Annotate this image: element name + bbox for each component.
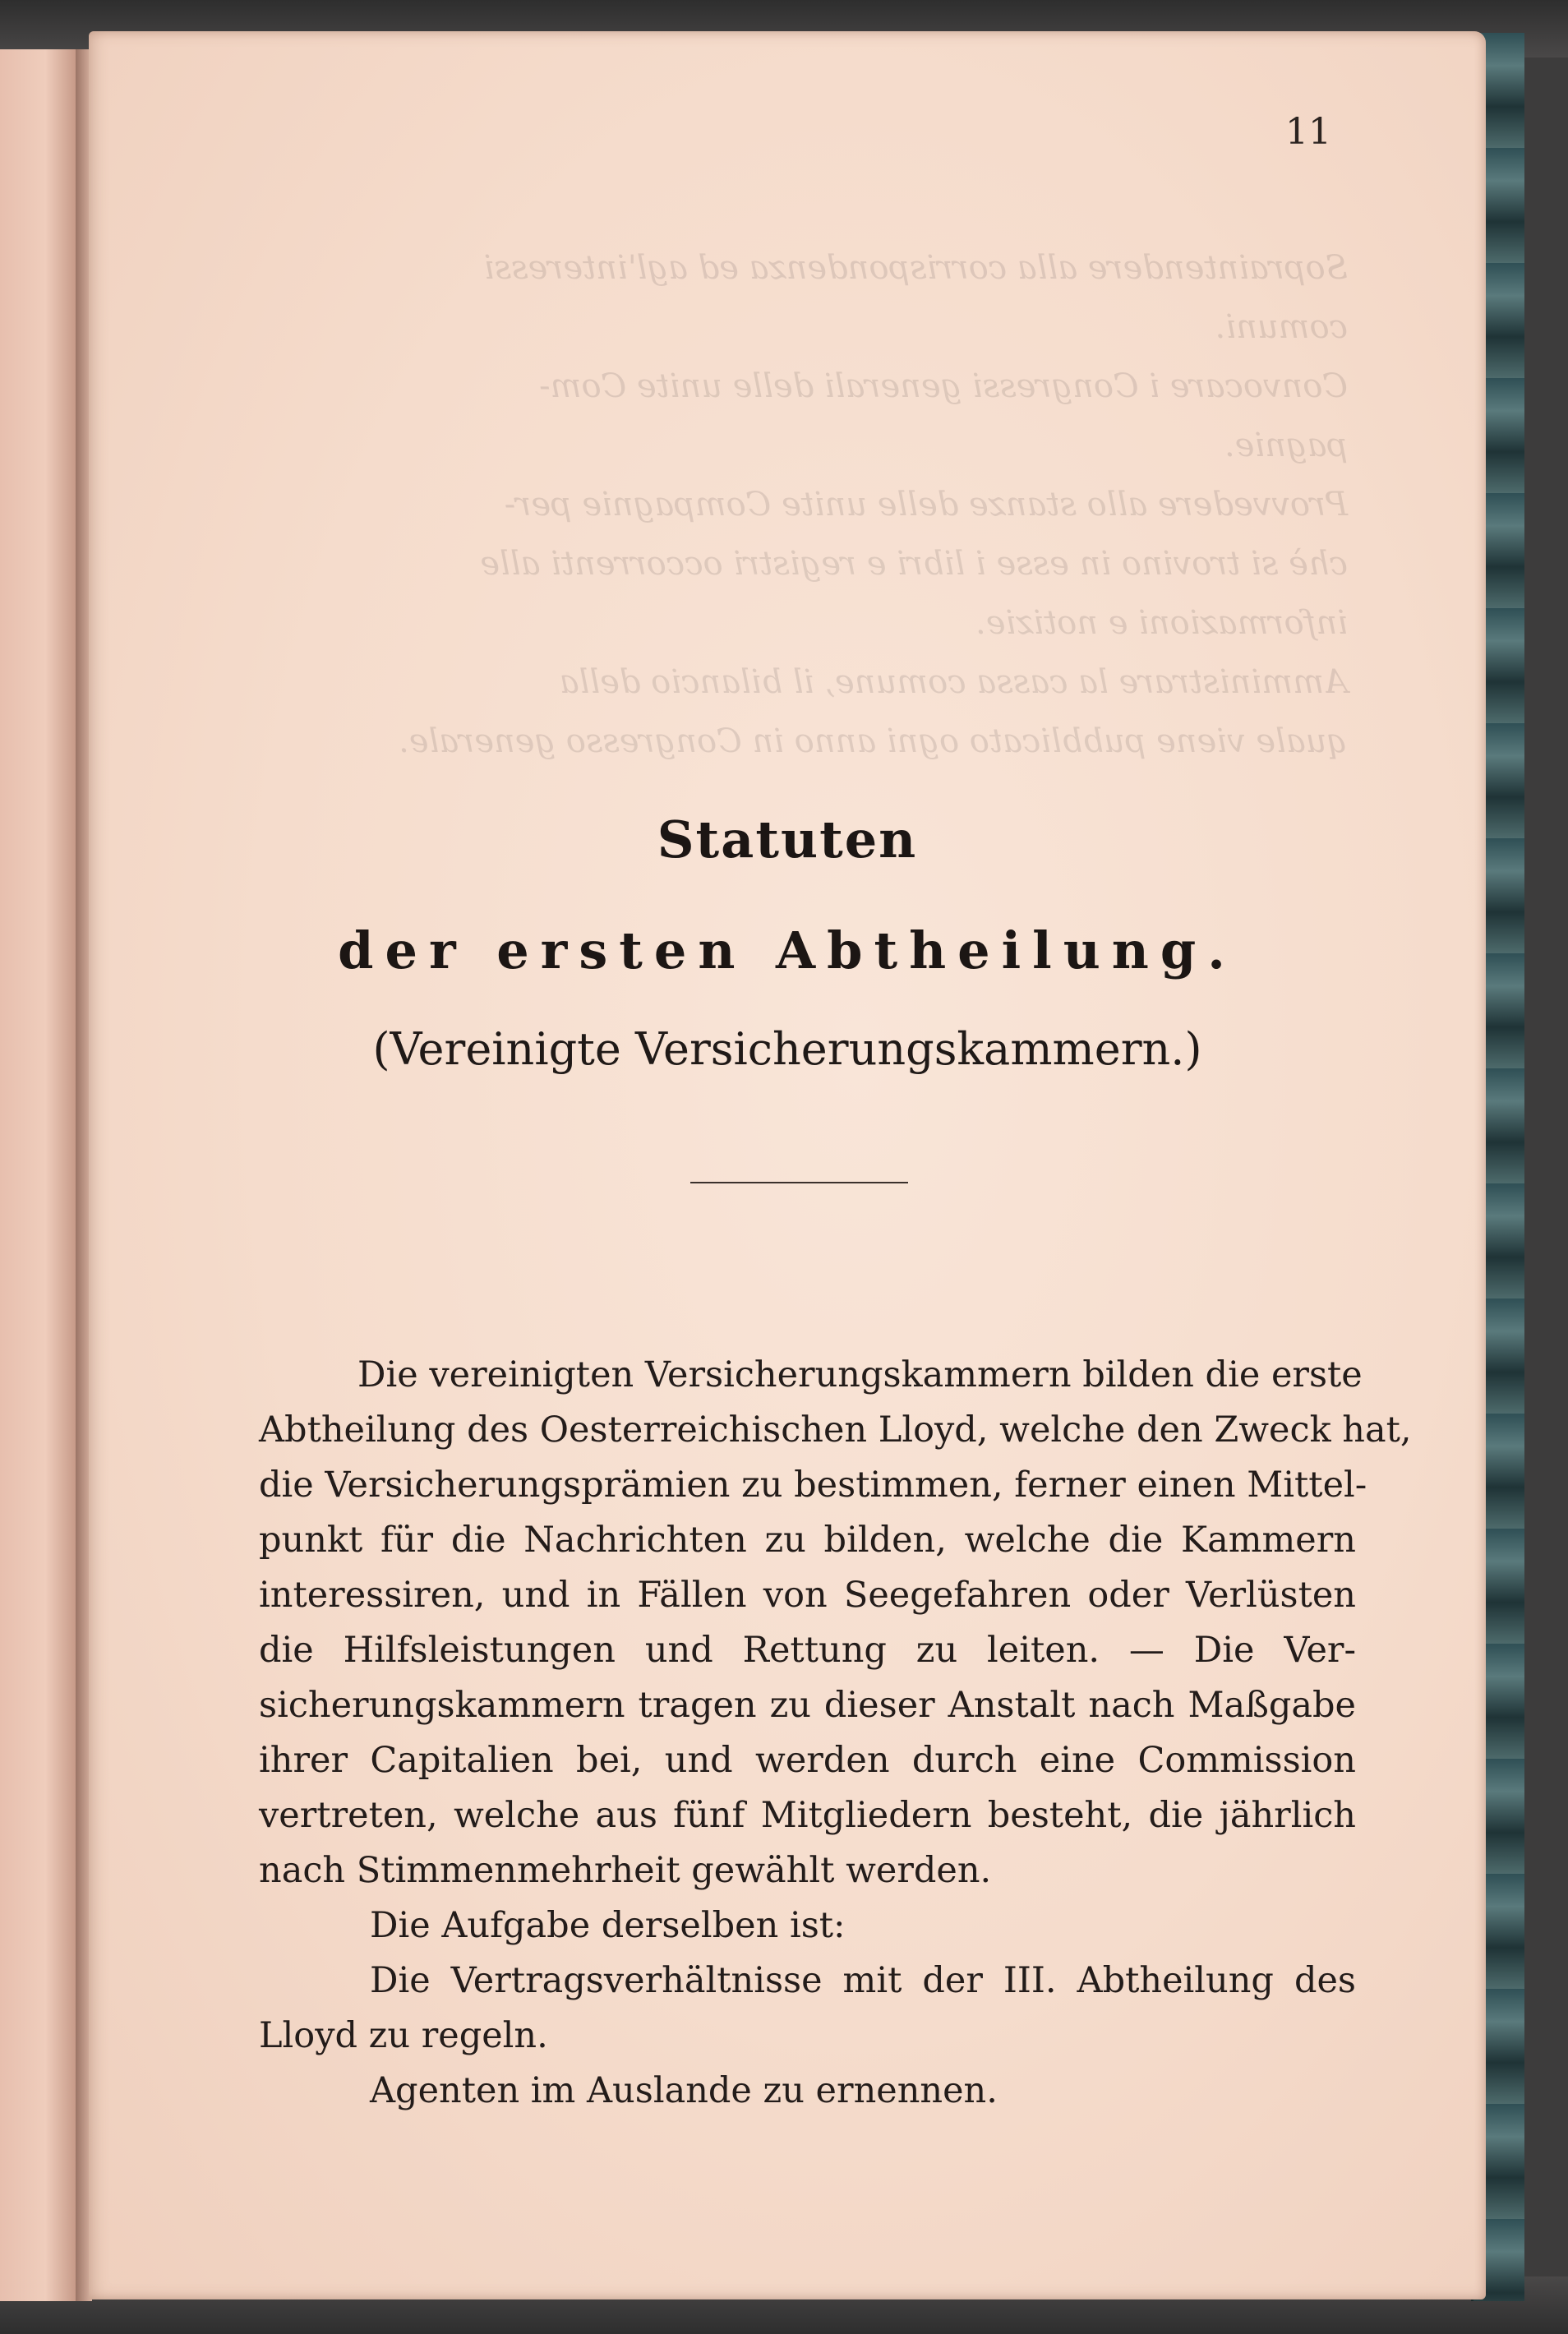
section-parenthetical: (Vereinigte Versicherungskammern.) xyxy=(372,1023,1202,1075)
body-line-task: Die Aufgabe derselben ist: xyxy=(370,1905,846,1946)
show-through-text xyxy=(131,238,1348,771)
facing-page-edge xyxy=(0,49,77,2301)
section-title: Statuten xyxy=(657,810,918,869)
section-subtitle: der ersten Abtheilung. xyxy=(338,920,1237,980)
show-through-line: quale viene pubblicato ogni anno in Congresso generale. xyxy=(399,722,1348,760)
page-number: 11 xyxy=(1285,111,1331,153)
body-line: vertreten, welche aus fünf Mitgliedern besteht, die jährlich xyxy=(259,1795,1356,1836)
body-line: nach Stimmenmehrheit gewählt werden. xyxy=(259,1850,992,1891)
show-through-line: pagnie. xyxy=(1224,427,1348,464)
body-line: Lloyd zu regeln. xyxy=(259,2015,548,2056)
show-through-line: Amministrare la cassa comune, il bilancio della xyxy=(559,663,1348,701)
body-line: Die vereinigten Versicherungskammern bilden die erste xyxy=(357,1354,1363,1395)
body-line-agents: Agenten im Auslande zu ernennen. xyxy=(370,2070,998,2111)
body-line: die Versicherungsprämien zu bestimmen, ferner einen Mittel- xyxy=(259,1465,1367,1506)
body-text xyxy=(259,1348,1412,2119)
show-through-line: Sopraintendere alla corrispondenza ed agl'interessi xyxy=(483,249,1348,287)
body-line: Die Vertragsverhältnisse mit der III. Abtheilung des xyxy=(370,1960,1356,2001)
show-through-line: Provvedere allo stanze delle unite Compagnie per- xyxy=(504,486,1348,524)
body-line: die Hilfsleistungen und Rettung zu leiten. — Die Ver- xyxy=(259,1630,1356,1671)
body-line: punkt für die Nachrichten zu bilden, welche die Kammern xyxy=(259,1520,1356,1561)
body-line: sicherungskammern tragen zu dieser Anstalt nach Maßgabe xyxy=(259,1685,1356,1726)
divider-rule xyxy=(690,1182,908,1183)
body-line: Abtheilung des Oesterreichischen Lloyd, welche den Zweck hat, xyxy=(259,1409,1412,1451)
show-through-line: Convocare i Congressi generali delle unite Com- xyxy=(539,367,1348,405)
body-line: interessiren, und in Fällen von Seegefahren oder Verlüsten xyxy=(259,1575,1356,1616)
body-line: ihrer Capitalien bei, und werden durch eine Commission xyxy=(259,1740,1356,1781)
show-through-line: informazioni e notizie. xyxy=(975,604,1348,642)
show-through-line: chè si trovino in esse i libri e registri occorrenti alle xyxy=(480,545,1348,583)
show-through-line: comuni. xyxy=(1215,308,1348,346)
